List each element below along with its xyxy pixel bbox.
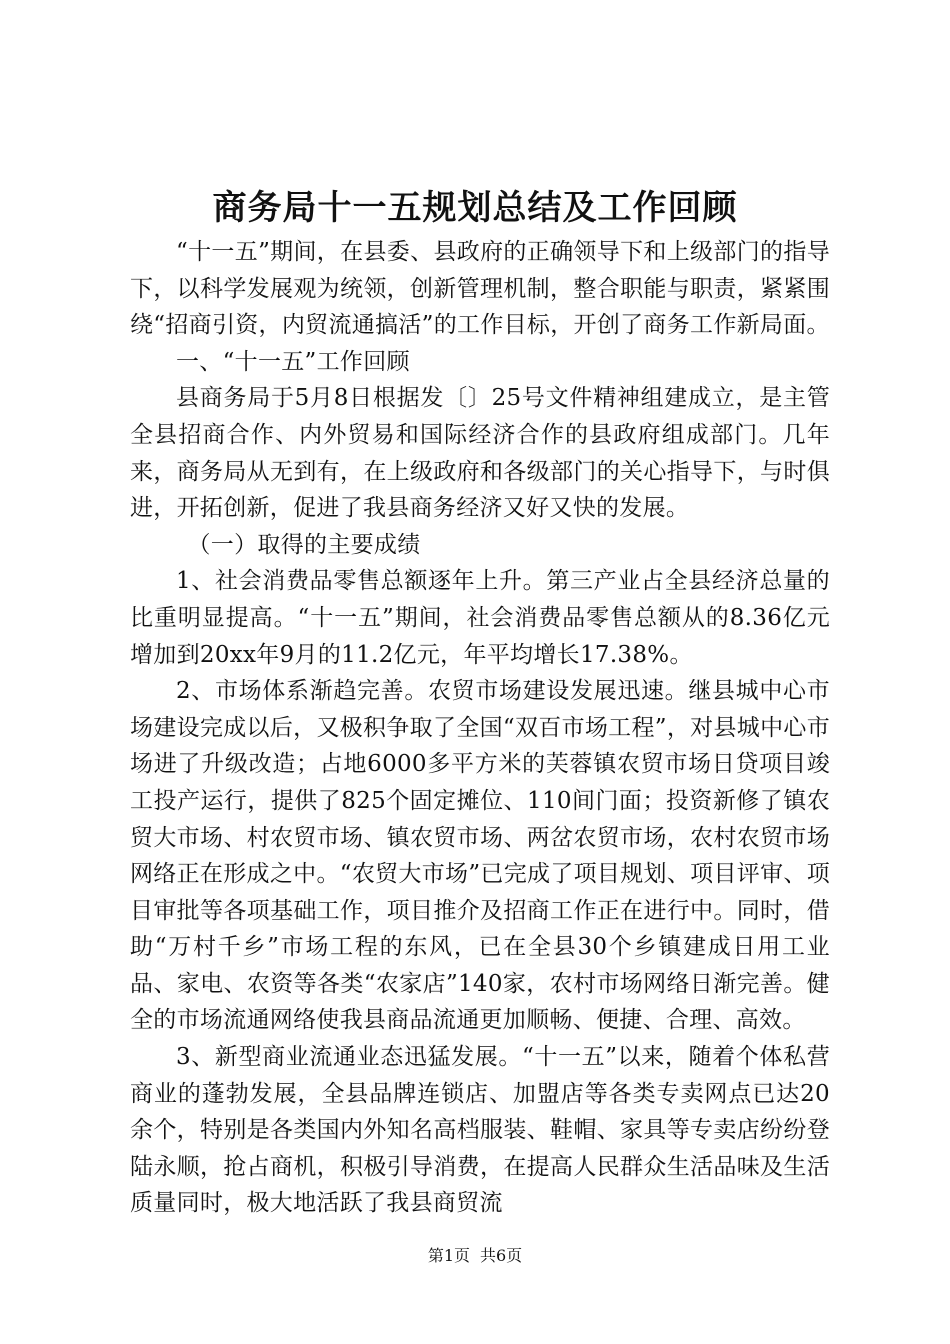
page-number: 第1页 <box>427 1246 470 1265</box>
document-body <box>130 234 830 1222</box>
paragraph-item-3: 3、新型商业流通业态迅猛发展。“十一五”以来，随着个体私营商业的蓬勃发展，全县品牌连锁店、加盟店等各类专卖网点已达20余个，特别是各类国内外知名高档服装、鞋帽、家具等专卖店纷纷登陆永顺，抢占商机，积极引导消费，在提高人民群众生活品味及生活质量同时，极大地活跃了我县商贸流 <box>130 1044 830 1217</box>
paragraph-item-1: 1、社会消费品零售总额逐年上升。第三产业占全县经济总量的比重明显提高。“十一五”期间，社会消费品零售总额从的8.36亿元增加到20xx年9月的11.2亿元，年平均增长17.38%。 <box>130 568 830 668</box>
paragraph-item-2: 2、市场体系渐趋完善。农贸市场建设发展迅速。继县城中心市场建设完成以后，又极积争取了全国“双百市场工程”，对县城中心市场进了升级改造；占地6000多平方米的芙蓉镇农贸市场日贷项目竣工投产运行，提供了825个固定摊位、110间门面；投资新修了镇农贸大市场、村农贸市场、镇农贸市场、两岔农贸市场，农村农贸市场网络正在形成之中。“农贸大市场”已完成了项目规划、项目评审、项目审批等各项基础工作，项目推介及招商工作正在进行中。同时，借助“万村千乡”市场工程的东风，已在全县30个乡镇建成日用工业品、家电、农资等各类“农家店”140家，农村市场网络日渐完善。健全的市场流通网络使我县商品流通更加顺畅、便捷、合理、高效。 <box>130 678 830 1034</box>
page-footer <box>0 1246 950 1266</box>
paragraph-background: 县商务局于5月8日根据发〔〕25号文件精神组建成立，是主管全县招商合作、内外贸易和国际经济合作的县政府组成部门。几年来，商务局从无到有，在上级政府和各级部门的关心指导下，与时俱进，开拓创新，促进了我县商务经济又好又快的发展。 <box>130 385 830 522</box>
paragraph-intro: “十一五”期间，在县委、县政府的正确领导下和上级部门的指导下，以科学发展观为统领，创新管理机制，整合职能与职责，紧紧围绕“招商引资，内贸流通搞活”的工作目标，开创了商务工作新局面。 <box>130 239 830 339</box>
page-total: 共6页 <box>480 1246 523 1265</box>
subsection-heading: （一）取得的主要成绩 <box>187 531 421 558</box>
document-title: 商务局十一五规划总结及工作回顾 <box>212 188 738 228</box>
section-heading: 一、“十一五”工作回顾 <box>176 348 410 375</box>
